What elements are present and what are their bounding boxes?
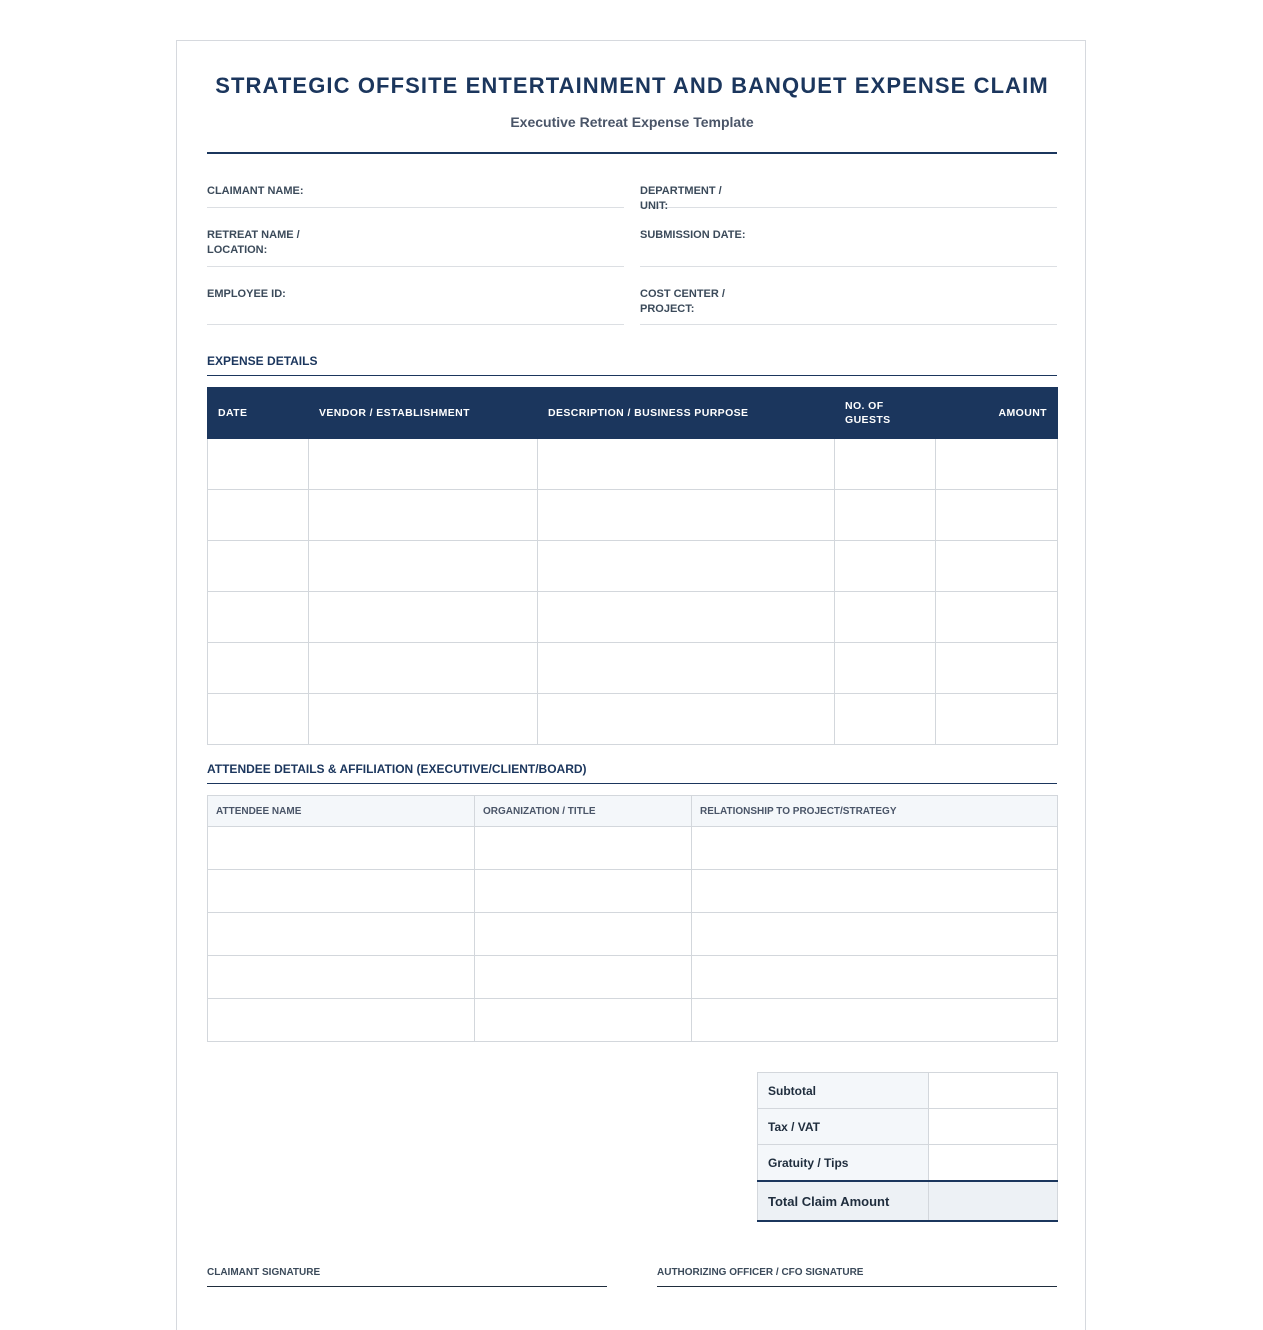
expense-row bbox=[208, 439, 1058, 490]
col-amount: AMOUNT bbox=[936, 388, 1058, 439]
cell-attendee-name[interactable] bbox=[208, 956, 475, 999]
cell-organization[interactable] bbox=[475, 999, 692, 1042]
cell-relationship[interactable] bbox=[692, 827, 1058, 870]
cell-guests[interactable] bbox=[835, 592, 936, 643]
cell-amount[interactable] bbox=[936, 694, 1058, 745]
cell-date[interactable] bbox=[208, 439, 309, 490]
officer-signature-label: AUTHORIZING OFFICER / CFO SIGNATURE bbox=[657, 1267, 864, 1278]
cell-attendee-name[interactable] bbox=[208, 999, 475, 1042]
attendee-section-title: ATTENDEE DETAILS & AFFILIATION (EXECUTIVE/CLIENT/BOARD) bbox=[207, 762, 1057, 784]
department-label: DEPARTMENT / UNIT: bbox=[640, 185, 722, 212]
department-field[interactable] bbox=[640, 184, 1057, 212]
expense-header-row bbox=[208, 388, 1058, 439]
cell-amount[interactable] bbox=[936, 439, 1058, 490]
attendee-table bbox=[207, 795, 1058, 1042]
gratuity-label: Gratuity / Tips bbox=[758, 1145, 929, 1182]
total-claim-row bbox=[758, 1181, 1058, 1221]
officer-signature-line[interactable] bbox=[657, 1262, 1057, 1287]
expense-table bbox=[207, 387, 1058, 745]
cell-date[interactable] bbox=[208, 643, 309, 694]
cell-date[interactable] bbox=[208, 694, 309, 745]
expense-row bbox=[208, 643, 1058, 694]
cell-attendee-name[interactable] bbox=[208, 827, 475, 870]
cell-description[interactable] bbox=[538, 643, 835, 694]
cell-guests[interactable] bbox=[835, 439, 936, 490]
attendee-header-row bbox=[208, 796, 1058, 827]
attendee-row bbox=[208, 999, 1058, 1042]
employee-id-field[interactable] bbox=[207, 287, 624, 325]
cell-relationship[interactable] bbox=[692, 870, 1058, 913]
cell-vendor[interactable] bbox=[309, 439, 538, 490]
cell-description[interactable] bbox=[538, 694, 835, 745]
gratuity-row bbox=[758, 1145, 1058, 1182]
retreat-name-label: RETREAT NAME / LOCATION: bbox=[207, 229, 300, 256]
claimant-name-field[interactable] bbox=[207, 184, 624, 208]
col-organization: ORGANIZATION / TITLE bbox=[475, 796, 692, 827]
cell-guests[interactable] bbox=[835, 541, 936, 592]
cell-date[interactable] bbox=[208, 592, 309, 643]
expense-row bbox=[208, 490, 1058, 541]
cell-relationship[interactable] bbox=[692, 999, 1058, 1042]
cell-amount[interactable] bbox=[936, 592, 1058, 643]
cell-amount[interactable] bbox=[936, 490, 1058, 541]
expense-section-title: EXPENSE DETAILS bbox=[207, 354, 1057, 376]
cell-organization[interactable] bbox=[475, 913, 692, 956]
cell-guests[interactable] bbox=[835, 643, 936, 694]
employee-id-label: EMPLOYEE ID: bbox=[207, 288, 286, 300]
cell-amount[interactable] bbox=[936, 541, 1058, 592]
cell-guests[interactable] bbox=[835, 490, 936, 541]
total-claim-value[interactable] bbox=[929, 1181, 1058, 1221]
tax-label: Tax / VAT bbox=[758, 1109, 929, 1145]
cell-attendee-name[interactable] bbox=[208, 870, 475, 913]
cell-vendor[interactable] bbox=[309, 541, 538, 592]
col-vendor: VENDOR / ESTABLISHMENT bbox=[309, 388, 538, 439]
cell-date[interactable] bbox=[208, 490, 309, 541]
cell-date[interactable] bbox=[208, 541, 309, 592]
cell-attendee-name[interactable] bbox=[208, 913, 475, 956]
cell-guests[interactable] bbox=[835, 694, 936, 745]
attendee-row bbox=[208, 956, 1058, 999]
attendee-row bbox=[208, 870, 1058, 913]
total-claim-label: Total Claim Amount bbox=[758, 1181, 929, 1221]
cell-relationship[interactable] bbox=[692, 956, 1058, 999]
cell-description[interactable] bbox=[538, 439, 835, 490]
col-attendee-name: ATTENDEE NAME bbox=[208, 796, 475, 827]
cell-description[interactable] bbox=[538, 490, 835, 541]
claimant-signature-label: CLAIMANT SIGNATURE bbox=[207, 1267, 321, 1278]
retreat-name-field[interactable] bbox=[207, 228, 624, 267]
col-description: DESCRIPTION / BUSINESS PURPOSE bbox=[538, 388, 835, 439]
attendee-row bbox=[208, 913, 1058, 956]
cost-center-label: COST CENTER / PROJECT: bbox=[640, 288, 725, 315]
submission-date-field[interactable] bbox=[640, 228, 1057, 267]
tax-row bbox=[758, 1109, 1058, 1145]
totals-table bbox=[757, 1072, 1058, 1222]
attendee-row bbox=[208, 827, 1058, 870]
subtotal-label: Subtotal bbox=[758, 1073, 929, 1109]
cell-amount[interactable] bbox=[936, 643, 1058, 694]
claimant-signature-line[interactable] bbox=[207, 1262, 607, 1287]
claimant-name-label: CLAIMANT NAME: bbox=[207, 185, 304, 197]
cell-vendor[interactable] bbox=[309, 592, 538, 643]
cell-vendor[interactable] bbox=[309, 490, 538, 541]
cost-center-field[interactable] bbox=[640, 287, 1057, 325]
expense-row bbox=[208, 694, 1058, 745]
submission-date-label: SUBMISSION DATE: bbox=[640, 229, 746, 241]
form-subtitle: Executive Retreat Expense Template bbox=[510, 114, 754, 130]
cell-organization[interactable] bbox=[475, 827, 692, 870]
cell-vendor[interactable] bbox=[309, 643, 538, 694]
expense-row bbox=[208, 592, 1058, 643]
cell-organization[interactable] bbox=[475, 956, 692, 999]
cell-description[interactable] bbox=[538, 541, 835, 592]
subtotal-row bbox=[758, 1073, 1058, 1109]
expense-row bbox=[208, 541, 1058, 592]
cell-vendor[interactable] bbox=[309, 694, 538, 745]
header-divider bbox=[207, 152, 1057, 154]
form-title: STRATEGIC OFFSITE ENTERTAINMENT AND BANQUET EXPENSE CLAIM bbox=[215, 73, 1049, 98]
col-date: DATE bbox=[208, 388, 309, 439]
claim-form-page bbox=[176, 40, 1086, 1330]
col-guests: NO. OF GUESTS bbox=[835, 388, 936, 439]
cell-organization[interactable] bbox=[475, 870, 692, 913]
cell-relationship[interactable] bbox=[692, 913, 1058, 956]
col-relationship: RELATIONSHIP TO PROJECT/STRATEGY bbox=[692, 796, 1058, 827]
cell-description[interactable] bbox=[538, 592, 835, 643]
gratuity-value[interactable] bbox=[929, 1145, 1058, 1182]
tax-value[interactable] bbox=[929, 1109, 1058, 1145]
subtotal-value[interactable] bbox=[929, 1073, 1058, 1109]
